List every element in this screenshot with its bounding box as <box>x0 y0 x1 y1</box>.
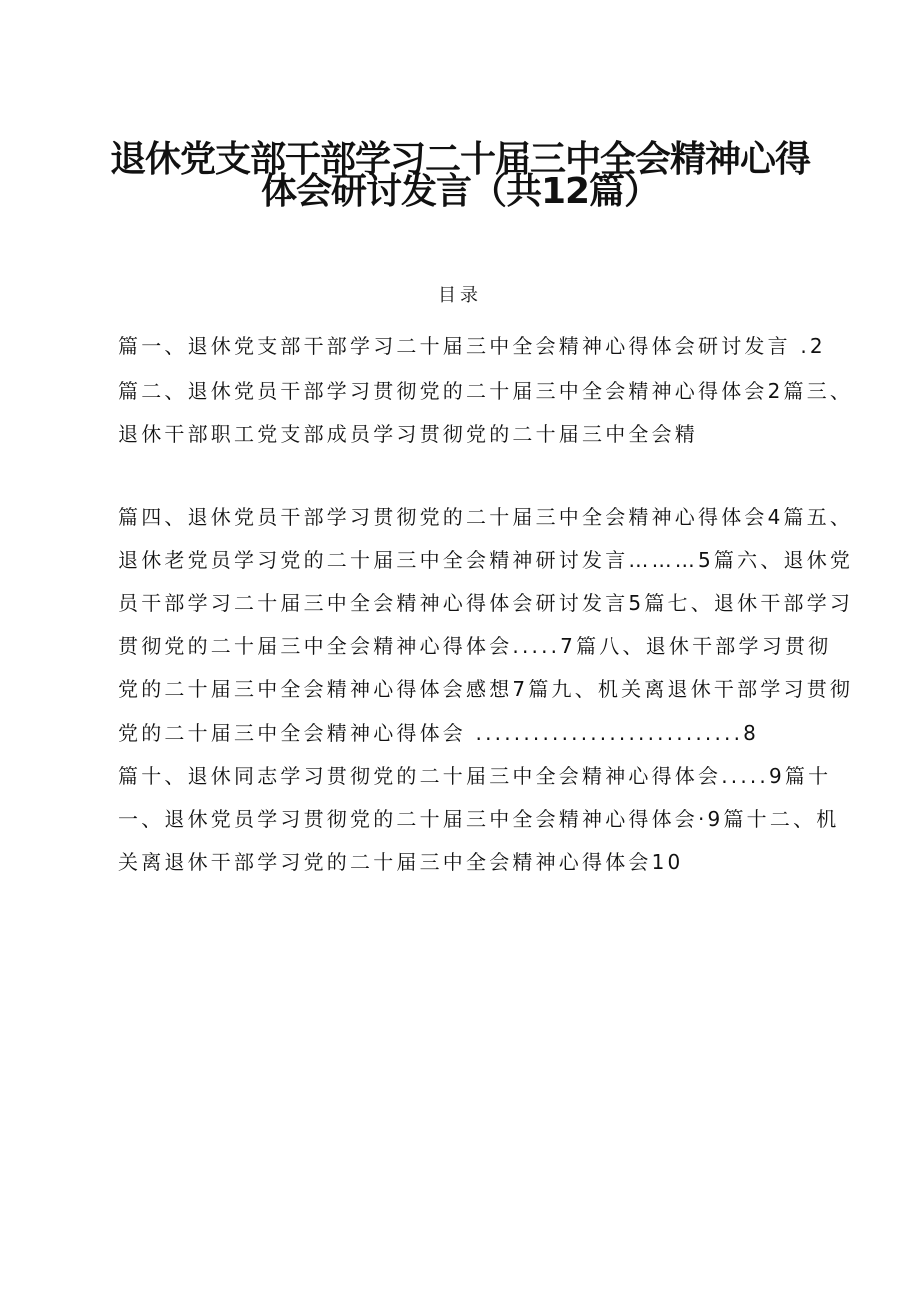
toc-line: 退休老党员学习党的二十届三中全会精神研讨发言………5篇六、退休党 <box>118 548 854 572</box>
document-title-line-1: 退休党支部干部学习二十届三中全会精神心得 <box>109 139 810 180</box>
toc-line: 篇十、退休同志学习贯彻党的二十届三中全会精神心得体会.....9篇十 <box>118 764 832 788</box>
toc-line: 一、退休党员学习贯彻党的二十届三中全会精神心得体会·9篇十二、机 <box>118 807 840 831</box>
toc-line: 退休干部职工党支部成员学习贯彻党的二十届三中全会精 <box>118 422 698 446</box>
toc-line: 党的二十届三中全会精神心得体会 ............................8 <box>118 721 760 745</box>
toc-heading: 目录 <box>438 285 482 306</box>
toc-line: 关离退休干部学习党的二十届三中全会精神心得体会10 <box>118 850 684 874</box>
toc-line: 贯彻党的二十届三中全会精神心得体会.....7篇八、退休干部学习贯彻 <box>118 634 832 658</box>
toc-line: 篇二、退休党员干部学习贯彻党的二十届三中全会精神心得体会2篇三、 <box>118 379 854 403</box>
toc-line: 员干部学习二十届三中全会精神心得体会研讨发言5篇七、退休干部学习 <box>118 591 854 615</box>
toc-line: 党的二十届三中全会精神心得体会感想7篇九、机关离退休干部学习贯彻 <box>118 677 854 701</box>
toc-line: 篇一、退休党支部干部学习二十届三中全会精神心得体会研讨发言 .2 <box>118 334 826 358</box>
document-title-line-2: 体会研讨发言（共12篇） <box>260 171 660 212</box>
toc-line: 篇四、退休党员干部学习贯彻党的二十届三中全会精神心得体会4篇五、 <box>118 505 854 529</box>
